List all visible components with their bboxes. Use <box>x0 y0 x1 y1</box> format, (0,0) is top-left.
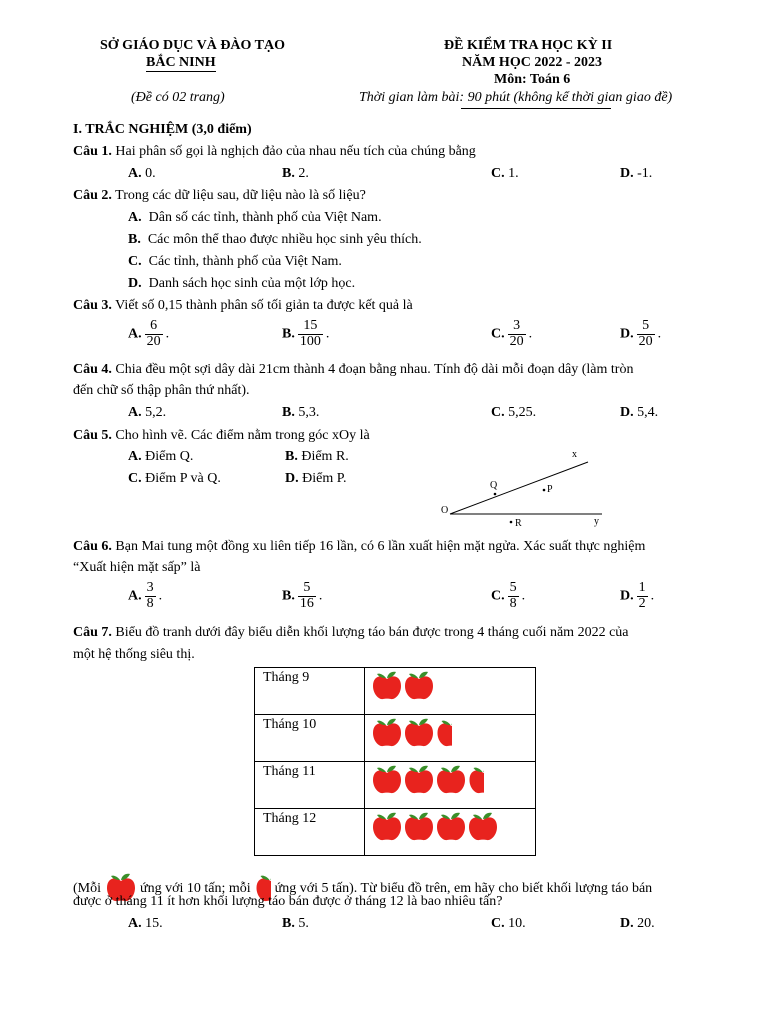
q4-option-d[interactable]: D. 5,4. <box>620 405 659 420</box>
apple-full-icon <box>435 811 467 841</box>
q7-option-d[interactable]: D. 20. <box>620 916 655 931</box>
q2-option-a[interactable]: A. Dân số các tỉnh, thành phố của Việt Nam. <box>128 210 382 225</box>
question-4 <box>73 362 633 378</box>
q3-option-d[interactable]: D. $\frac{5}{20}$ . <box>620 318 662 349</box>
label-x: x <box>572 449 577 460</box>
question-text: Chia đều một sợi dây dài 21cm thành 4 đoạn bằng nhau. Tính độ dài mỗi đoạn dây (làm tròn <box>115 362 634 377</box>
question-7 <box>73 625 629 641</box>
fraction: $\frac{3}{20}$ <box>509 318 524 349</box>
q5-option-c[interactable]: C. Điểm P và Q. <box>128 471 221 486</box>
apple-full-icon <box>403 811 435 841</box>
question-4-cont: đến chữ số thập phân thứ nhất). <box>73 383 250 398</box>
fraction: $\frac{6}{20}$ <box>146 318 161 349</box>
header-page-count: (Đề có 02 trang) <box>131 90 225 105</box>
question-7-cont2: được ở tháng 11 ít hơn khối lượng táo bán được ở tháng 12 là bao nhiêu tấn? <box>73 894 503 909</box>
question-label: Câu 5. <box>73 428 112 443</box>
apple-full-icon <box>467 811 499 841</box>
question-label: Câu 4. <box>73 362 112 377</box>
question-label: Câu 1. <box>73 144 112 159</box>
question-text: Trong các dữ liệu sau, dữ liệu nào là số liệu? <box>115 188 366 203</box>
fraction: $\frac{5}{16}$ <box>299 580 314 611</box>
point-p <box>543 489 546 492</box>
question-label: Câu 6. <box>73 539 112 554</box>
fraction: $\frac{3}{8}$ <box>146 580 154 611</box>
fraction: $\frac{5}{8}$ <box>509 580 517 611</box>
pictograph-month-label: Tháng 12 <box>255 809 365 856</box>
q1-option-c[interactable]: C. 1. <box>491 166 519 181</box>
q1-option-b[interactable]: B. 2. <box>282 166 309 181</box>
pictograph-apples <box>365 809 536 856</box>
q6-option-a[interactable]: A. $\frac{3}{8}$ . <box>128 580 163 611</box>
q4-option-a[interactable]: A. 5,2. <box>128 405 167 420</box>
question-1 <box>73 144 476 160</box>
pictograph-row <box>255 809 536 856</box>
q3-option-b[interactable]: B. $\frac{15}{100}$ . <box>282 318 330 349</box>
question-6 <box>73 539 645 555</box>
pictograph-row <box>255 762 536 809</box>
q1-option-d[interactable]: D. -1. <box>620 166 653 181</box>
q2-option-c[interactable]: C. Các tỉnh, thành phố của Việt Nam. <box>128 254 342 269</box>
question-3 <box>73 298 413 314</box>
apple-full-icon <box>403 764 435 794</box>
label-q: Q <box>490 480 498 491</box>
q6-option-b[interactable]: B. $\frac{5}{16}$ . <box>282 580 323 611</box>
apple-full-icon <box>435 764 467 794</box>
q1-option-a[interactable]: A. 0. <box>128 166 156 181</box>
header-department: SỞ GIÁO DỤC VÀ ĐÀO TẠO <box>100 38 286 53</box>
q6-option-c[interactable]: C. $\frac{5}{8}$ . <box>491 580 526 611</box>
pictograph-row <box>255 668 536 715</box>
label-r: R <box>515 518 522 529</box>
q7-option-c[interactable]: C. 10. <box>491 916 526 931</box>
header-province: BẮC NINH <box>146 55 216 70</box>
apple-full-icon <box>403 670 435 700</box>
point-q <box>494 493 497 496</box>
question-6-cont: “Xuất hiện mặt sấp” là <box>73 560 201 575</box>
apple-full-icon <box>403 717 435 747</box>
question-text: Bạn Mai tung một đồng xu liên tiếp 16 lần, có 6 lần xuất hiện mặt ngửa. Xác suất thực nghiệm <box>115 539 646 554</box>
fraction: $\frac{15}{100}$ <box>299 318 321 349</box>
question-label: Câu 7. <box>73 625 112 640</box>
ray-ox <box>450 462 588 514</box>
question-text: Viết số 0,15 thành phân số tối giản ta được kết quả là <box>115 298 413 313</box>
pictograph-table <box>254 667 536 856</box>
apple-half-icon <box>467 764 484 794</box>
apple-full-icon <box>371 670 403 700</box>
school-year: NĂM HỌC 2022 - 2023 <box>462 55 602 70</box>
pictograph-apples <box>365 715 536 762</box>
question-label: Câu 2. <box>73 188 112 203</box>
q7-option-b[interactable]: B. 5. <box>282 916 309 931</box>
question-text: Biểu đồ tranh dưới đây biểu diễn khối lượng táo bán được trong 4 tháng cuối năm 2022 của <box>115 625 629 640</box>
pictograph-row <box>255 715 536 762</box>
q4-option-c[interactable]: C. 5,25. <box>491 405 537 420</box>
pictograph-month-label: Tháng 9 <box>255 668 365 715</box>
label-o: O <box>441 505 449 516</box>
question-label: Câu 3. <box>73 298 112 313</box>
angle-xoy-figure <box>438 446 618 530</box>
apple-full-icon <box>371 764 403 794</box>
time-allowed: Thời gian làm bài: 90 phút (không kể thời gian giao đề) <box>359 90 673 105</box>
q3-option-a[interactable]: A. $\frac{6}{20}$ . <box>128 318 170 349</box>
q6-option-d[interactable]: D. $\frac{1}{2}$ . <box>620 580 655 611</box>
q5-option-d[interactable]: D. Điểm P. <box>285 471 347 486</box>
q5-option-b[interactable]: B. Điểm R. <box>285 449 349 464</box>
pictograph-legend: (Mỗi ứng với 10 tấn; mỗi ứng với 5 tấn). Từ biểu đồ trên, em hãy cho biết khối lượng táo bán <box>73 872 652 907</box>
q2-option-d[interactable]: D. Danh sách học sinh của một lớp học. <box>128 276 356 291</box>
subject: Môn: Toán 6 <box>494 72 571 87</box>
exam-title: ĐỀ KIỂM TRA HỌC KỲ II <box>444 38 613 53</box>
point-r <box>510 521 513 524</box>
question-2 <box>73 188 366 204</box>
q2-option-b[interactable]: B. Các môn thể thao được nhiều học sinh yêu thích. <box>128 232 422 247</box>
question-7-cont: một hệ thống siêu thị. <box>73 647 195 662</box>
q3-option-c[interactable]: C. $\frac{3}{20}$ . <box>491 318 533 349</box>
label-p: P <box>547 484 553 495</box>
pictograph-apples <box>365 668 536 715</box>
q4-option-b[interactable]: B. 5,3. <box>282 405 320 420</box>
fraction: $\frac{5}{20}$ <box>638 318 653 349</box>
question-5 <box>73 428 370 444</box>
question-text: Hai phân số gọi là nghịch đảo của nhau nếu tích của chúng bằng <box>115 144 476 159</box>
header-divider <box>461 108 611 109</box>
q5-option-a[interactable]: A. Điểm Q. <box>128 449 194 464</box>
pictograph-apples <box>365 762 536 809</box>
apple-half-icon <box>435 717 452 747</box>
section-title: I. TRẮC NGHIỆM (3,0 điểm) <box>73 122 252 137</box>
pictograph-month-label: Tháng 11 <box>255 762 365 809</box>
pictograph-month-label: Tháng 10 <box>255 715 365 762</box>
q7-option-a[interactable]: A. 15. <box>128 916 163 931</box>
fraction: $\frac{1}{2}$ <box>638 580 646 611</box>
apple-full-icon <box>371 811 403 841</box>
label-y: y <box>594 516 599 527</box>
question-text: Cho hình vẽ. Các điểm nằm trong góc xOy là <box>115 428 370 443</box>
apple-full-icon <box>371 717 403 747</box>
